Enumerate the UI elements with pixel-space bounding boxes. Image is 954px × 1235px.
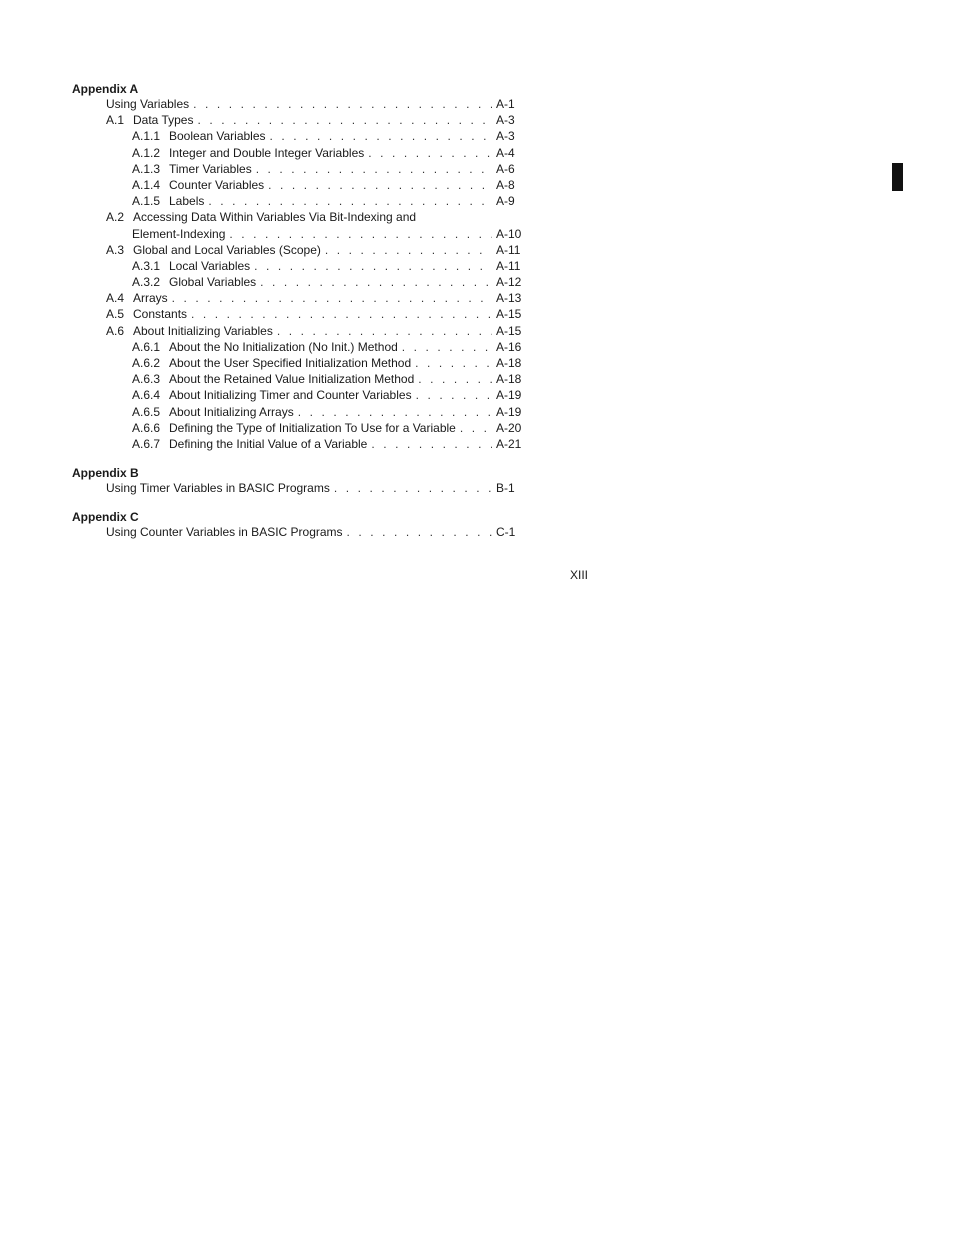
leader-dots <box>260 274 492 290</box>
leader-dots <box>371 436 492 452</box>
toc-entry-page: A-12 <box>496 275 522 290</box>
toc-entry-page: A-19 <box>496 404 522 419</box>
toc-entry-page: A-11 <box>496 258 521 273</box>
toc-entry[interactable] <box>72 371 522 387</box>
leader-dots <box>460 420 492 436</box>
toc-entry-number: A.4 <box>106 291 125 306</box>
table-of-contents <box>72 82 522 555</box>
toc-entry-title: Element-Indexing <box>132 226 226 241</box>
toc-entry-title: Counter Variables <box>169 177 265 192</box>
toc-entry-title: Using Timer Variables in BASIC Programs <box>106 481 330 496</box>
appendix-c-heading: Appendix C <box>72 510 139 525</box>
leader-dots <box>416 387 492 403</box>
toc-entry[interactable] <box>72 339 522 355</box>
toc-entry-title: Using Variables <box>106 97 190 111</box>
toc-entry[interactable] <box>72 436 522 452</box>
leader-dots <box>418 371 492 387</box>
toc-entry-page: A-16 <box>496 339 522 354</box>
toc-entry[interactable] <box>72 193 522 209</box>
toc-entry-page: A-6 <box>496 161 515 176</box>
leader-dots <box>191 306 492 322</box>
toc-entry-page: A-21 <box>496 436 522 451</box>
leader-dots <box>334 480 492 496</box>
toc-entry-page: A-3 <box>496 113 515 128</box>
leader-dots <box>402 339 492 355</box>
toc-entry[interactable] <box>72 145 522 161</box>
toc-entry-title: Global and Local Variables (Scope) <box>133 242 321 257</box>
toc-entry[interactable] <box>72 128 522 144</box>
appendix-b-section <box>72 466 522 496</box>
toc-entry-page: A-8 <box>496 177 515 192</box>
toc-entry-title: Data Types <box>133 113 194 128</box>
toc-entry-title: Defining the Initial Value of a Variable <box>169 436 368 451</box>
toc-entry-title: Accessing Data Within Variables Via Bit-Indexing and <box>133 210 417 225</box>
toc-entry-page: B-1 <box>496 481 515 496</box>
leader-dots <box>208 193 492 209</box>
toc-entry-title: Constants <box>133 307 188 322</box>
leader-dots <box>197 112 492 128</box>
toc-entry-title: About Initializing Variables <box>133 323 273 338</box>
toc-entry-number: A.2 <box>106 210 125 225</box>
leader-dots <box>254 258 492 274</box>
toc-entry-number: A.1.1 <box>132 129 161 144</box>
toc-entry-number: A.3.2 <box>132 275 161 290</box>
toc-entry-number: A.6 <box>106 323 125 338</box>
leader-dots <box>415 355 492 371</box>
toc-entry[interactable] <box>72 258 522 274</box>
toc-entry-page: A-3 <box>496 129 515 144</box>
toc-entry-number: A.1.3 <box>132 161 161 176</box>
toc-entry-page: A-20 <box>496 420 522 435</box>
toc-entry-page: A-9 <box>496 194 515 209</box>
toc-entry-number: A.1.5 <box>132 194 161 209</box>
leader-dots <box>298 404 492 420</box>
toc-entry[interactable] <box>72 524 522 540</box>
page-number: XIII <box>570 568 589 582</box>
leader-dots <box>172 290 492 306</box>
toc-entry-page: A-4 <box>496 145 515 160</box>
toc-entry-page: A-19 <box>496 388 522 403</box>
toc-entry[interactable] <box>72 209 522 225</box>
toc-entry-number: A.3 <box>106 242 125 257</box>
toc-entry-title: Defining the Type of Initialization To Use for a Variable <box>169 420 456 435</box>
toc-entry-number: A.6.7 <box>132 436 161 451</box>
appendix-a-section <box>72 82 522 452</box>
leader-dots <box>193 96 492 112</box>
toc-entry-number: A.6.2 <box>132 356 161 370</box>
toc-entry-title: Global Variables <box>169 275 257 290</box>
toc-entry[interactable] <box>72 480 522 496</box>
toc-entry-title: About Initializing Arrays <box>169 404 294 419</box>
toc-entry-number: A.6.6 <box>132 420 161 435</box>
section-tab-marker <box>892 163 903 191</box>
toc-entry-page: A-13 <box>496 291 522 306</box>
toc-entry-title: Boolean Variables <box>169 129 266 144</box>
toc-entry[interactable] <box>72 161 522 177</box>
toc-entry-title: Integer and Double Integer Variables <box>169 145 365 160</box>
toc-entry[interactable] <box>72 290 522 306</box>
toc-entry-number: A.6.5 <box>132 404 161 419</box>
toc-entry-number: A.5 <box>106 307 125 322</box>
toc-entry-title: About Initializing Timer and Counter Variables <box>169 388 412 403</box>
appendix-a-heading: Appendix A <box>72 82 139 96</box>
toc-entry[interactable] <box>72 355 522 371</box>
toc-entry[interactable] <box>72 177 522 193</box>
toc-entry-title: About the No Initialization (No Init.) Method <box>169 339 398 354</box>
toc-entry[interactable] <box>72 323 522 339</box>
leader-dots <box>368 145 492 161</box>
toc-entry[interactable] <box>72 404 522 420</box>
toc-entry-title: Timer Variables <box>169 161 252 176</box>
leader-dots <box>229 226 492 242</box>
toc-entry-page: A-15 <box>496 307 522 322</box>
leader-dots <box>268 177 492 193</box>
leader-dots <box>256 161 492 177</box>
toc-entry-page: A-11 <box>496 242 521 257</box>
toc-entry-page: A-18 <box>496 356 522 370</box>
toc-entry[interactable] <box>72 306 522 322</box>
toc-entry-page: A-18 <box>496 372 522 387</box>
toc-entry-page: A-15 <box>496 323 522 338</box>
toc-entry[interactable] <box>72 387 522 403</box>
toc-entry[interactable] <box>72 96 522 112</box>
leader-dots <box>270 128 492 144</box>
toc-entry-continuation[interactable] <box>72 226 522 242</box>
toc-entry-title: Arrays <box>133 291 168 306</box>
toc-entry-title: Using Counter Variables in BASIC Programs <box>106 525 343 540</box>
toc-entry-number: A.1 <box>106 113 125 128</box>
toc-entry-title: About the User Specified Initialization Method <box>169 356 412 370</box>
leader-dots <box>325 242 492 258</box>
leader-dots <box>277 323 492 339</box>
toc-entry[interactable] <box>72 112 522 128</box>
toc-entry-title: Local Variables <box>169 258 251 273</box>
appendix-c-section <box>72 510 522 540</box>
toc-entry[interactable] <box>72 274 522 290</box>
appendix-b-heading: Appendix B <box>72 466 139 481</box>
leader-dots <box>347 524 492 540</box>
toc-entry[interactable] <box>72 420 522 436</box>
toc-entry-title: Labels <box>169 194 205 209</box>
toc-entry-page: C-1 <box>496 525 516 540</box>
toc-entry-number: A.1.2 <box>132 145 161 160</box>
toc-entry-number: A.6.4 <box>132 388 161 403</box>
toc-entry-number: A.3.1 <box>132 258 161 273</box>
toc-entry-number: A.1.4 <box>132 177 161 192</box>
toc-entry-title: About the Retained Value Initialization Method <box>169 372 415 387</box>
toc-entry-page: A-10 <box>496 226 522 241</box>
toc-entry[interactable] <box>72 242 522 258</box>
toc-entry-number: A.6.1 <box>132 339 161 354</box>
toc-entry-page: A-1 <box>496 97 515 111</box>
toc-entry-number: A.6.3 <box>132 372 161 387</box>
